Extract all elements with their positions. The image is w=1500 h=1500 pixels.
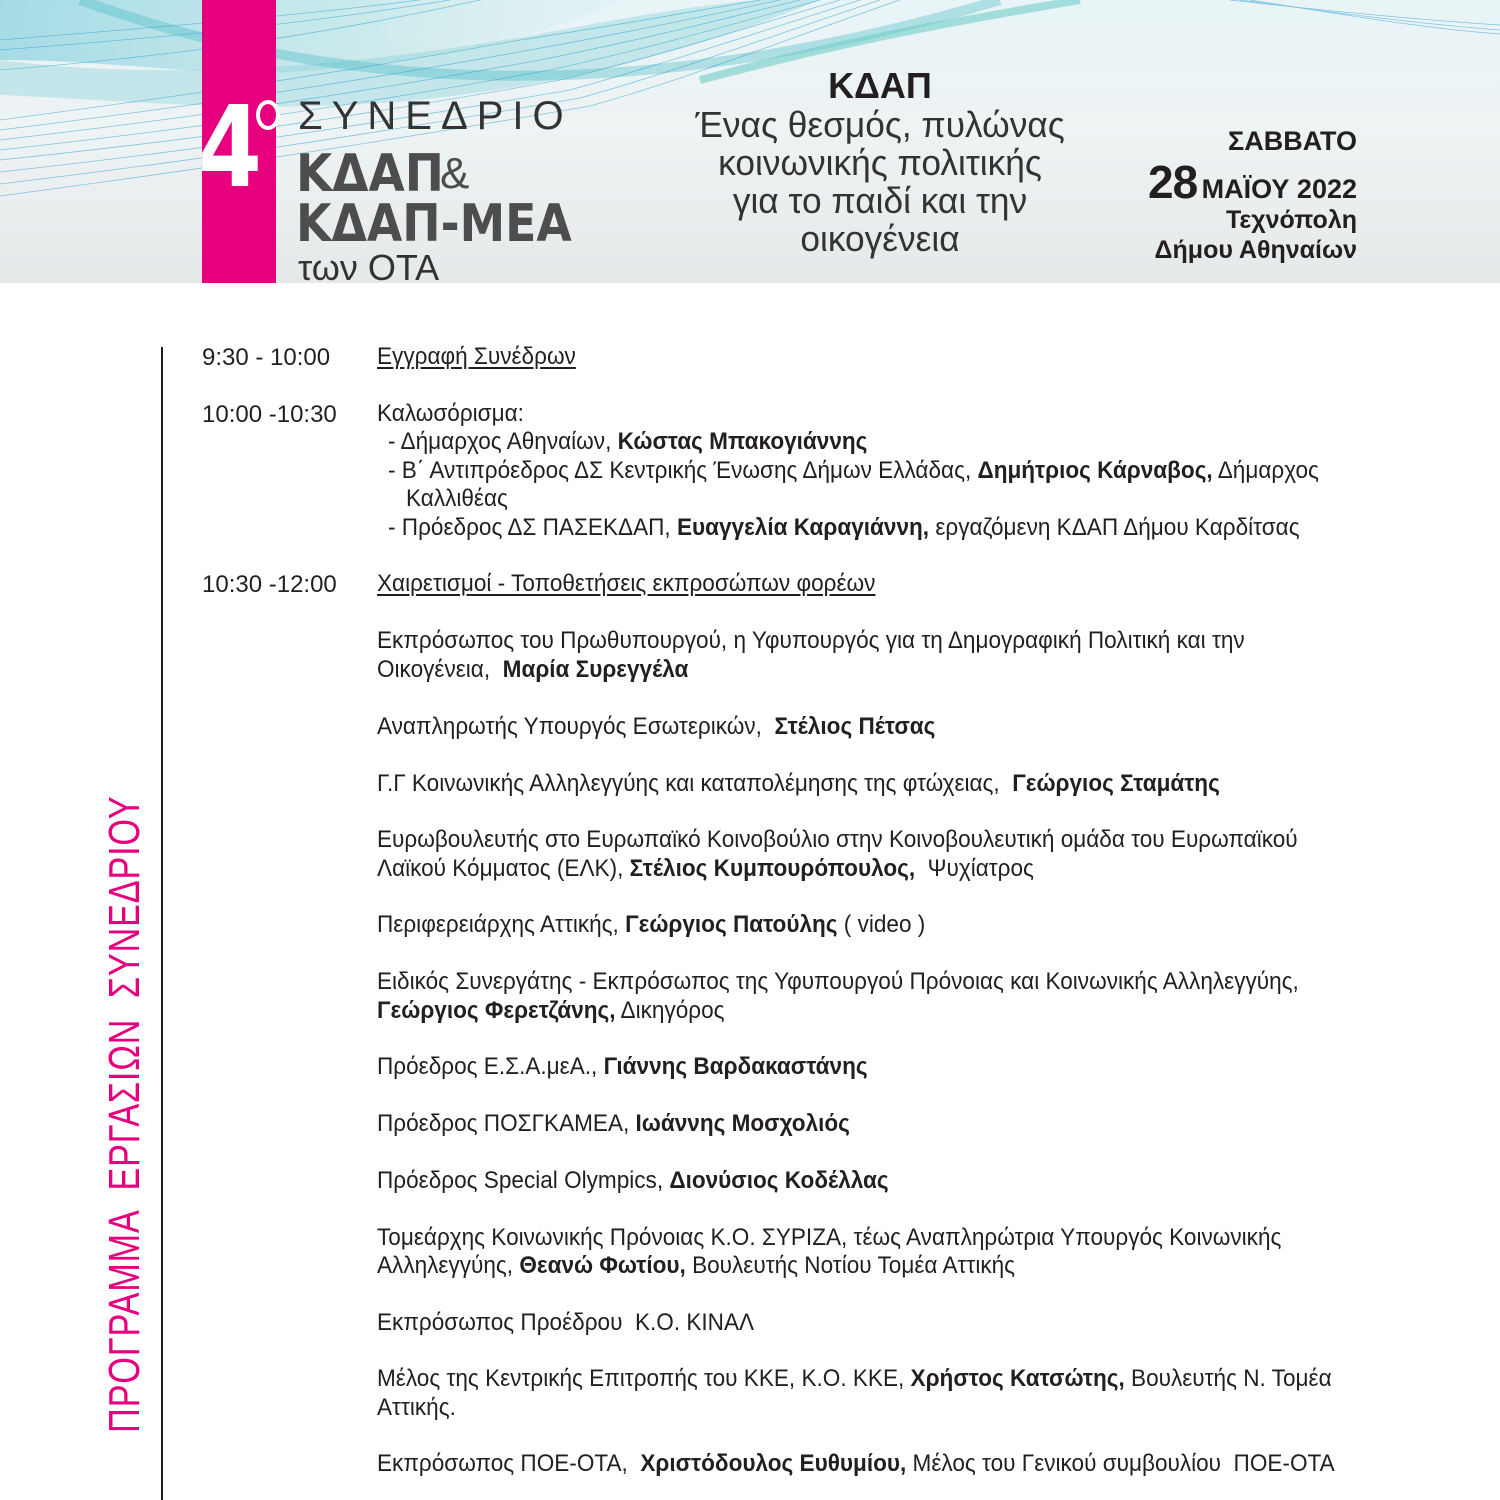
logo-ampersand: & [440,149,470,198]
speaker-role: Πρόεδρος Ε.Σ.Α.μεΑ., [377,1053,604,1080]
speaker-entry [377,1166,889,1195]
session-time: 10:30 -12:00 [202,571,337,598]
speaker-name: Γεώργιος Σταμάτης [1012,770,1220,797]
speaker-title: Βουλευτής Ν. Τομέα [1124,1365,1332,1392]
speaker-name: Ιωάννης Μοσχολιός [635,1110,850,1137]
speaker-entry [377,1308,754,1337]
header-banner [0,0,1500,283]
speaker-role: Εκπρόσωπος Προέδρου Κ.Ο. ΚΙΝΑΛ [377,1309,755,1336]
speaker-name: Κώστας Μπακογιάννης [617,428,868,455]
speaker-entry [377,854,1034,883]
session-title: Χαιρετισμοί - Τοποθετήσεις εκπροσώπων φορέων [377,570,876,597]
speaker-role: - Δήμαρχος Αθηναίων, [388,428,618,455]
speaker-title: Βουλευτής Νοτίου Τομέα Αττικής [685,1252,1016,1279]
edition-number: 4 [198,83,262,213]
event-date [1148,156,1357,208]
logo-ton-ota: των ΟΤΑ [298,247,440,283]
speaker-title: Δικηγόρος [615,997,725,1024]
speaker-name: Ευαγγελία Καραγιάννη, [676,514,930,541]
speaker-note: ( video ) [837,911,926,938]
speaker-title: Μέλος του Γενικού συμβουλίου ΠΟΕ-ΟΤΑ [906,1450,1335,1477]
speaker-role: - Πρόεδρος ΔΣ ΠΑΣΕΚΔΑΠ, [388,514,677,541]
tagline-line: Ένας θεσμός, πυλώνας [695,104,1065,145]
speaker-role: Πρόεδρος ΠΟΣΓΚΑΜΕΑ, [377,1110,636,1137]
speaker-entry [377,1449,1335,1478]
logo-kdap: ΚΔΑΠ [296,144,444,204]
speaker-role: Οικογένεια, [377,656,503,683]
vertical-divider [161,347,163,1500]
event-date-venue [1148,128,1357,265]
speaker-role: Αναπληρωτής Υπουργός Εσωτερικών, [377,713,775,740]
speaker-name: Στέλιος Πέτσας [774,713,936,740]
tagline-line: οικογένεια [800,218,960,259]
speaker-role: Πρόεδρος Special Olympics, [377,1167,670,1194]
speaker-entry [377,1364,1332,1393]
tagline [680,106,1080,258]
event-day: ΣΑΒΒΑΤΟ [1228,126,1357,156]
speaker-name: Θεανώ Φωτίου, [519,1252,686,1279]
speaker-name: Στέλιος Κυμπουρόπουλος, [629,855,916,882]
speaker-entry [377,769,1220,798]
speaker-entry-line: Τομεάρχης Κοινωνικής Πρόνοιας Κ.Ο. ΣΥΡΙΖΑ, τέως Αναπληρώτρια Υπουργός Κοινωνικής [377,1224,1282,1251]
speaker-entry-line: Ειδικός Συνεργάτης - Εκπρόσωπος της Υφυπουργού Πρόνοιας και Κοινωνικής Αλληλεγγύης, [377,968,1299,995]
speaker-entry [377,1251,1015,1280]
speaker-name: Διονύσιος Κοδέλλας [669,1167,889,1194]
speaker-role: - Β΄ Αντιπρόεδρος ΔΣ Κεντρικής Ένωσης Δήμων Ελλάδας, [388,457,978,484]
speaker-entry [377,655,688,684]
session-time: 9:30 - 10:00 [202,344,331,371]
speaker-name: Χριστόδουλος Ευθυμίου, [640,1450,907,1477]
side-title-text: ΠΡΟΓΡΑΜΜΑ ΕΡΓΑΣΙΩΝ ΣΥΝΕΔΡΙΟΥ [100,795,149,1433]
speaker-entry [377,910,925,939]
tagline-line: κοινωνικής πολιτικής [718,142,1042,183]
tagline-line: για το παιδί και την [732,180,1028,221]
venue-name: Τεχνόπολη [1225,206,1357,234]
speaker-entry [377,996,725,1025]
conference-word: ΣΥΝΕΔΡΙΟ [298,94,573,138]
event-date-number: 28 [1148,156,1198,208]
welcome-item [388,513,1300,542]
speaker-entry-line: Ευρωβουλευτής στο Ευρωπαϊκό Κοινοβούλιο στην Κοινοβουλευτική ομάδα του Ευρωπαϊκού [377,826,1298,853]
speaker-role: Εκπρόσωπος ΠΟΕ-ΟΤΑ, [377,1450,641,1477]
venue-municipality: Δήμου Αθηναίων [1154,236,1357,264]
event-month-year: ΜΑΪΟΥ 2022 [1201,174,1357,204]
speaker-title: εργαζόμενη ΚΔΑΠ Δήμου Καρδίτσας [929,514,1300,541]
speaker-entry [377,712,935,741]
speaker-role: Γ.Γ Κοινωνικής Αλληλεγγύης και καταπολέμησης της φτώχειας, [377,770,1013,797]
speaker-name: Γιάννης Βαρδακαστάνης [603,1053,868,1080]
speaker-title: Δήμαρχος [1212,457,1319,484]
speaker-entry-line: Εκπρόσωπος του Πρωθυπουργού, η Υφυπουργός για τη Δημογραφική Πολιτική και την [377,627,1245,654]
speaker-name: Χρήστος Κατσώτης, [910,1365,1125,1392]
welcome-item-continuation: Καλλιθέας [406,485,508,512]
speaker-name: Μαρία Συρεγγέλα [502,656,689,683]
speaker-role: Λαϊκού Κόμματος (ΕΛΚ), [377,855,630,882]
ordinal-indicator-icon [256,100,280,130]
speaker-name: Γεώργιος Πατούλης [625,911,838,938]
speaker-role: Περιφερειάρχης Αττικής, [377,911,626,938]
speaker-entry [377,1109,850,1138]
speaker-role: Αλληλεγγύης, [377,1252,520,1279]
welcome-item [388,456,1319,485]
side-title [100,616,150,1433]
session-title: Εγγραφή Συνέδρων [377,343,576,370]
speaker-name: Γεώργιος Φερετζάνης, [377,997,616,1024]
welcome-item [388,427,867,456]
speaker-entry-continuation: Αττικής. [377,1394,456,1421]
session-time: 10:00 -10:30 [202,401,337,428]
speaker-entry [377,1052,868,1081]
session-title: Καλωσόρισμα: [377,400,524,427]
speaker-name: Δημήτριος Κάρναβος, [977,457,1213,484]
speaker-title: Ψυχίατρος [915,855,1034,882]
logo-kdap-mea: ΚΔΑΠ-ΜΕΑ [296,194,572,254]
speaker-role: Μέλος της Κεντρικής Επιτροπής του ΚΚΕ, Κ.Ο. ΚΚΕ, [377,1365,911,1392]
tagline-title: ΚΔΑΠ [828,65,932,106]
